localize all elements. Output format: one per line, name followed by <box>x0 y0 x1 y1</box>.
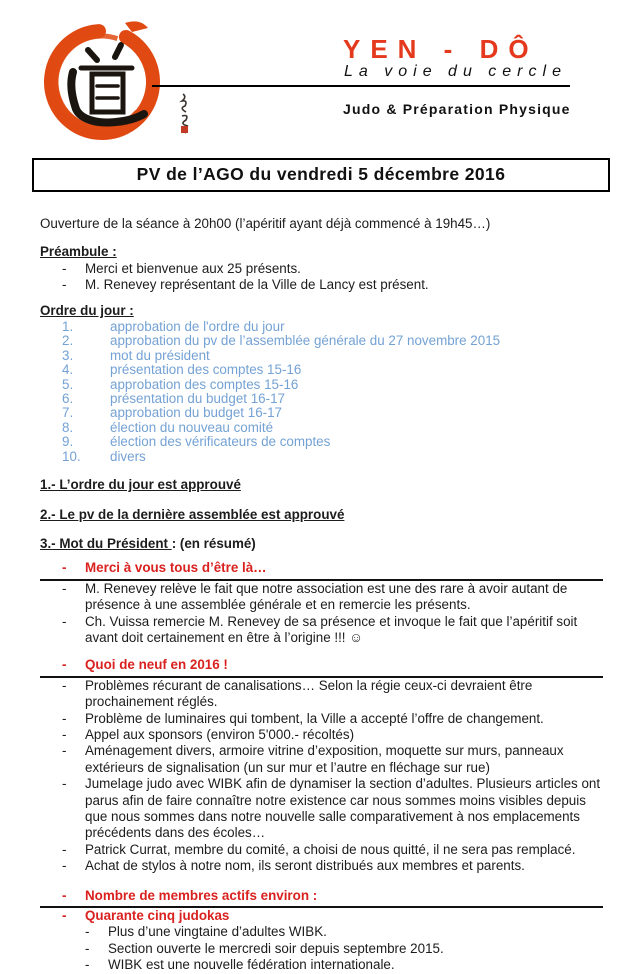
bullet-dash: - <box>62 613 67 629</box>
red-heading-merci: - Merci à vous tous d’être là… <box>40 560 603 580</box>
ordre-du-jour-heading: Ordre du jour : <box>40 302 134 318</box>
agenda-number: 5. <box>62 376 74 392</box>
bullet-dash: - <box>85 940 90 956</box>
agenda-list <box>40 320 603 464</box>
bullet-item: - Appel aux sponsors (environ 5'000.- récoltés) <box>62 726 355 742</box>
agenda-number: 10. <box>62 448 81 464</box>
bullet-item: - Problème de luminaires qui tombent, la Ville a accepté l’offre de changement. <box>62 710 544 726</box>
agenda-item: 3. mot du président <box>62 347 210 363</box>
bullet-item: - Achat de stylos à notre nom, ils seront distribués aux membres et parents. <box>62 858 525 874</box>
agenda-number: 9. <box>62 434 74 450</box>
bullet-item: - M. Renevey relève le fait que notre association est une des rare à avoir autant de présence à une assemblée générale et en remercie les présents. <box>62 580 568 613</box>
document-body <box>0 216 643 974</box>
section-heading-3: 3.- Mot du Président : (en résumé) <box>40 535 256 551</box>
bullet-item: - Patrick Currat, membre du comité, a choisi de nous quitté, il ne sera pas remplacé. <box>62 841 576 857</box>
agenda-item: 1. approbation de l'ordre du jour <box>62 319 285 335</box>
agenda-number: 7. <box>62 405 74 421</box>
bullet-dash: - <box>85 957 90 973</box>
brand-tagline: La voie du cercle <box>344 63 567 80</box>
yendo-logo <box>26 16 198 148</box>
agenda-item: 6. présentation du budget 16-17 <box>62 391 285 407</box>
intro-text: Ouverture de la séance à 20h00 (l’apéritif ayant déjà commencé à 19h45…) <box>40 216 491 231</box>
agenda-item: 5. approbation des comptes 15-16 <box>62 376 299 392</box>
bullet-dash: - <box>62 710 67 726</box>
bullet-item: - Aménagement divers, armoire vitrine d’exposition, moquette sur murs, panneaux extérieurs de signalisation (un sur mur et l’autre en fléchage sur rue) <box>62 743 564 775</box>
document-header <box>0 0 643 158</box>
bullet-dash: - <box>62 726 67 742</box>
bullet-dash: - <box>62 580 67 596</box>
bullet-item: - Jumelage judo avec WIBK afin de dynamiser la section d’adultes. Plusieurs articles ont parus afin de faire connaître notre existence car nous sommes moins visibles depuis que nous sommes dans notre nouvelle salle comparativement à nos emplacements précédents dans des écoles… <box>62 776 601 841</box>
agenda-number: 4. <box>62 362 74 378</box>
brand-subtitle: Judo & Préparation Physique <box>343 101 571 117</box>
bullet-dash: - <box>62 560 67 576</box>
preambule-heading: Préambule : <box>40 244 117 260</box>
bullet-dash: - <box>62 887 67 903</box>
header-divider <box>152 85 570 87</box>
page-title: PV de l’AGO du vendredi 5 décembre 2016 <box>136 164 506 184</box>
agenda-item: 10. divers <box>62 448 146 464</box>
brand-title: YEN - DÔ <box>343 34 539 64</box>
bullet-dash: - <box>62 260 67 276</box>
seal-stamp <box>181 126 188 133</box>
red-heading-membres-actifs: - Nombre de membres actifs environ : <box>40 888 603 908</box>
document-title-box <box>32 158 610 192</box>
bullet-dash: - <box>62 657 67 673</box>
preambule-item: - Merci et bienvenue aux 25 présents. <box>62 260 301 276</box>
section-heading-2: 2.- Le pv de la dernière assemblée est approuvé <box>40 506 345 522</box>
agenda-item: 7. approbation du budget 16-17 <box>62 405 282 421</box>
bullet-item: - Problèmes récurant de canalisations… Selon la régie ceux-ci devraient être prochainement réglés. <box>62 677 533 710</box>
red-heading-quoi-de-neuf: - Quoi de neuf en 2016 ! <box>40 657 603 677</box>
bullet-item: - Section ouverte le mercredi soir depuis septembre 2015. <box>85 940 444 956</box>
bullet-dash: - <box>62 776 67 792</box>
bullet-item: - Plus d’une vingtaine d’adultes WIBK. <box>85 924 327 940</box>
preambule-item: - M. Renevey représentant de la Ville de Lancy est présent. <box>62 277 429 293</box>
agenda-number: 3. <box>62 347 74 363</box>
bullet-dash: - <box>85 924 90 940</box>
red-heading-quarante-cinq: - Quarante cinq judokas <box>62 908 230 924</box>
agenda-number: 8. <box>62 419 74 435</box>
bullet-item: - Ch. Vuissa remercie M. Renevey de sa présence et invoque le fait que l’apéritif soit avant doit certainement en être à l’origine !!! ☺ <box>62 613 578 645</box>
bullet-dash: - <box>62 841 67 857</box>
agenda-number: 2. <box>62 333 74 349</box>
agenda-item: 2. approbation du pv de l’assemblée générale du 27 novembre 2015 <box>62 333 501 349</box>
bullet-dash: - <box>62 908 67 924</box>
bullet-dash: - <box>62 277 67 293</box>
agenda-number: 1. <box>62 319 74 335</box>
agenda-item: 4. présentation des comptes 15-16 <box>62 362 302 378</box>
bullet-item: - WIBK est une nouvelle fédération internationale. <box>85 957 395 973</box>
bullet-dash: - <box>62 677 67 693</box>
bullet-dash: - <box>62 743 67 759</box>
agenda-number: 6. <box>62 391 74 407</box>
agenda-item: 9. élection des vérificateurs de comptes <box>62 434 331 450</box>
agenda-item: 8. élection du nouveau comité <box>62 419 274 435</box>
section-heading-1: 1.- L’ordre du jour est approuvé <box>40 477 241 493</box>
bullet-dash: - <box>62 858 67 874</box>
